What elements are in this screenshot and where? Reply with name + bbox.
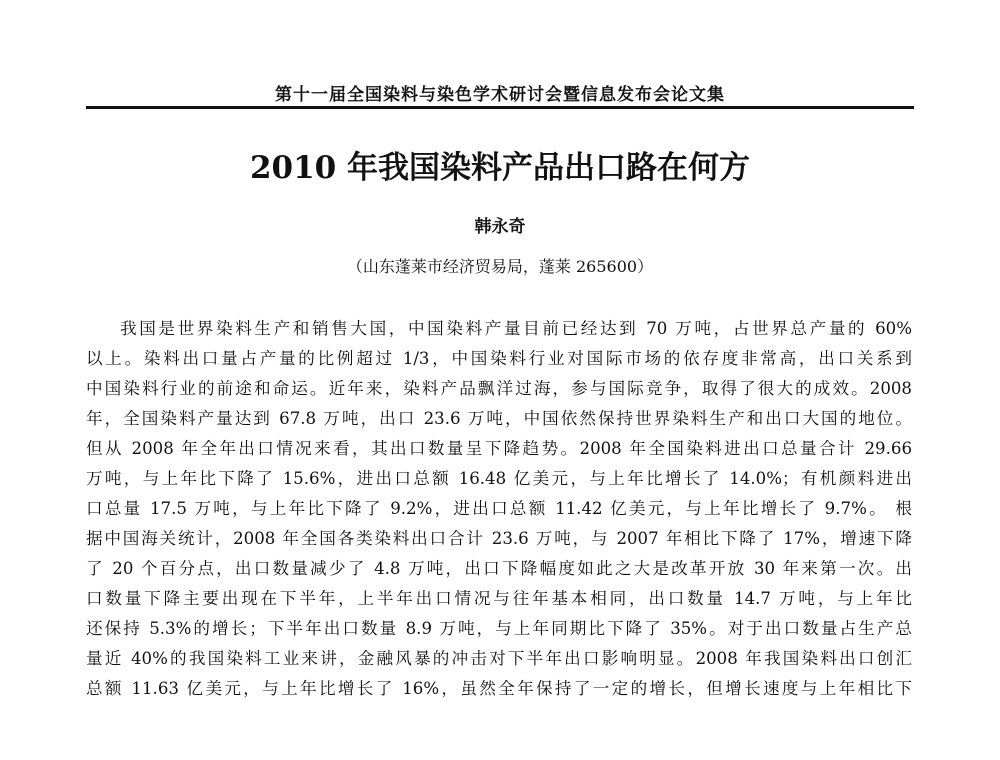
body-line: 口数量下降主要出现在下半年，上半年出口情况与往年基本相同，出口数量 14.7 万吨，与上年比	[86, 589, 912, 608]
body-line: 总额 11.63 亿美元，与上年比增长了 16%，虽然全年保持了一定的增长，但增长速度与上年相比下	[86, 679, 912, 698]
article-title: 2010 年我国染料产品出口路在何方	[249, 150, 751, 186]
author-affiliation: （山东蓬莱市经济贸易局，蓬莱 265600）	[346, 257, 654, 276]
header-rule	[86, 106, 914, 109]
body-line: 还保持 5.3%的增长；下半年出口数量 8.9 万吨，与上年同期比下降了 35%。对于出口数量占生产总	[86, 619, 912, 638]
body-line: 量近 40%的我国染料工业来讲，金融风暴的冲击对下半年出口影响明显。2008 年我国染料出口创汇	[86, 649, 912, 668]
body-line: 但从 2008 年全年出口情况来看，其出口数量呈下降趋势。2008 年全国染料进出口总量合计 29.66	[86, 439, 912, 458]
body-line: 万吨，与上年比下降了 15.6%，进出口总额 16.48 亿美元，与上年比增长了 14.0%；有机颜料进出	[86, 469, 912, 488]
body-line: 中国染料行业的前途和命运。近年来，染料产品飘洋过海，参与国际竞争，取得了很大的成效。2008	[86, 379, 912, 398]
body-line: 了 20 个百分点，出口数量减少了 4.8 万吨，出口下降幅度如此之大是改革开放 30 年来第一次。出	[86, 559, 912, 578]
body-line: 据中国海关统计，2008 年全国各类染料出口合计 23.6 万吨，与 2007 年相比下降了 17%，增速下降	[86, 529, 912, 548]
body-line: 我国是世界染料生产和销售大国，中国染料产量目前已经达到 70 万吨，占世界总产量的 60%	[120, 319, 912, 338]
body-line: 以上。染料出口量占产量的比例超过 1/3，中国染料行业对国际市场的依存度非常高，出口关系到	[86, 349, 912, 368]
running-header	[86, 72, 914, 108]
body-line: 口总量 17.5 万吨，与上年比下降了 9.2%，进出口总额 11.42 亿美元，与上年比增长了 9.7%。 根	[86, 499, 912, 518]
body-line: 年，全国染料产量达到 67.8 万吨，出口 23.6 万吨，中国依然保持世界染料生产和出口大国的地位。	[86, 409, 912, 428]
author-name: 韩永奇	[474, 217, 526, 237]
running-header-text: 第十一届全国染料与染色学术研讨会暨信息发布会论文集	[275, 85, 725, 105]
